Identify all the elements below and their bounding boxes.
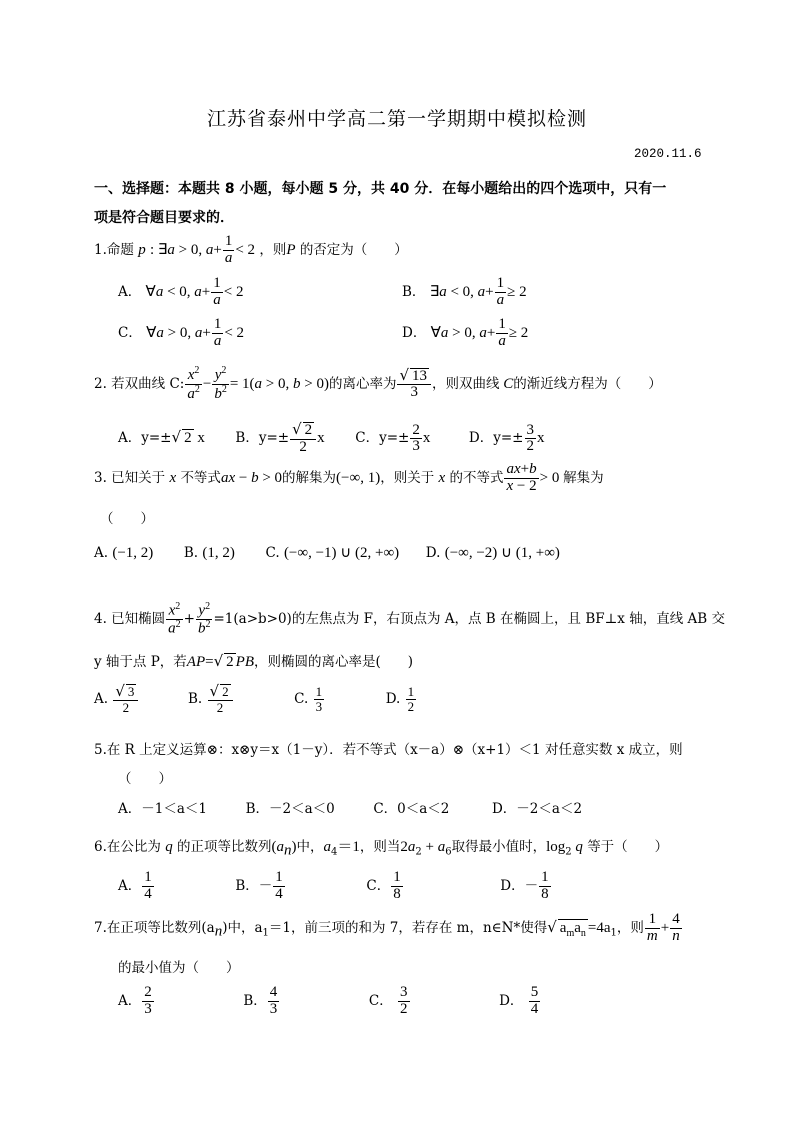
q4-option-c: C. $\frac{1}{3}$ [294, 684, 323, 714]
question-4-line2: y 轴于点 P，若AP=√ 2 PB，则椭圆的离心率是( ) [94, 652, 414, 670]
q5-option-c: C．0＜a＜2 [373, 801, 450, 817]
q2-option-a: A．y=±√ 2 x [118, 428, 205, 447]
q7-options [118, 985, 541, 1018]
page-title: 江苏省泰州中学高二第一学期期中模拟检测 [207, 108, 588, 130]
q5-option-b: B．－2＜a＜0 [245, 801, 335, 817]
section-header-line2: 项是符合题目要求的． [94, 210, 234, 226]
question-7-line2: 的最小值为（ ） [118, 960, 240, 976]
question-3-stem: 3. 已知关于 x 不等式ax − b > 0的解集为(−∞, 1)，则关于 x 的不等式 $\frac{ax+b}{x - 2}$ > 0 解集为 [94, 461, 604, 494]
q7-option-d: D． $\frac{5}{4}$ [499, 984, 539, 1017]
q6-options [118, 870, 552, 903]
question-7-stem: 7.在正项等比数列$(a_n)$中，$a_1=1$，前三项的和为 7，若存在 m，n∈N*使得√ $a_ma_n =4a_1$，则 $\frac{1}{m}$ + $\frac{4}{n}$ [94, 911, 680, 944]
q7-option-c: C． $\frac{3}{2}$ [368, 984, 408, 1017]
q4-option-b: B. $\frac{√ 2}{2}$ [188, 691, 234, 707]
q3-option-c: C. (−∞, −1) ∪ (2, +∞) [265, 545, 400, 561]
question-4-stem: 4. 已知椭圆 $\frac{x^2}{a^2}$ + $\frac{y^2}{b^2}$ =1(a>b>0)的左焦点为 F，右顶点为 A，点 B 在椭圆上，且 BF⊥x 轴，直线 AB 交 [94, 601, 725, 637]
q6-option-c: C． $\frac{1}{8}$ [366, 869, 401, 902]
q3-options [94, 543, 560, 562]
q4-option-a: A. $\frac{√ 3}{2}$ [94, 691, 139, 707]
q1-suffix: ，则 [259, 241, 287, 258]
q3-option-d: D. (−∞, −2) ∪ (1, +∞) [425, 545, 560, 561]
q5-option-d: D．－2＜a＜2 [491, 801, 583, 817]
question-5-stem: 5.在 R 上定义运算⊗：x⊗y＝x（1－y）．若不等式（x－a）⊗（x+1）＜1 对任意实数 x 成立，则 [94, 742, 683, 758]
question-5-blank: （ ） [118, 771, 172, 787]
section-header-line1: 一、选择题：本题共 8 小题，每小题 5 分，共 40 分．在每小题给出的四个选项中，只有一 [94, 181, 667, 197]
question-2-stem: 2. 若双曲线 C: $\frac{x^2}{a^2}$ − $\frac{y^2}{b^2}$ = 1(a > 0, b > 0)的离心率为 $\frac{√ 13}{3}$ ，则双曲线 C的渐近线方程为（ ） [94, 365, 662, 402]
q5-options [118, 797, 582, 817]
question-3-blank: （ ） [100, 511, 154, 527]
q6-option-d: D．－ $\frac{1}{8}$ [500, 869, 549, 902]
q6-option-a: A． $\frac{1}{4}$ [118, 869, 152, 902]
q1-option-a: A． ∀a < 0, a+ $\frac{1}{a}$ < 2 [118, 275, 244, 308]
q1-option-c: C． ∀a > 0, a+ $\frac{1}{a}$ < 2 [118, 316, 245, 349]
q1-prefix: 1.命题 [94, 241, 134, 258]
q4-option-d: D. $\frac{1}{2}$ [385, 684, 415, 714]
q1-option-b: B． ∃a < 0, a+ $\frac{1}{a}$ ≥ 2 [402, 275, 527, 308]
q7-option-b: B． $\frac{4}{3}$ [243, 984, 278, 1017]
q4-options [94, 684, 417, 714]
exam-date: 2020.11.6 [634, 147, 702, 161]
q2-option-c: C．y=± $\frac{2}{3}$ x [355, 421, 431, 455]
q2-option-d: D．y=± $\frac{3}{2}$ x [468, 421, 545, 455]
question-6-stem: 6.在公比为 q 的正项等比数列$(a_n)$中，$a_4=1$，则当$2a_2 + a_6$取得最小值时，$\log_2 q$ 等于（ ） [94, 839, 669, 859]
q2-options [118, 422, 545, 456]
q3-option-b: B. (1, 2) [183, 545, 235, 561]
q2-option-b: B．y=± $\frac{√ 2}{2}$ x [235, 420, 325, 455]
q6-option-b: B．－ $\frac{1}{4}$ [235, 869, 283, 902]
q7-option-a: A． $\frac{2}{3}$ [118, 984, 152, 1017]
q1-end: 的否定为（ ） [299, 241, 408, 258]
q5-option-a: A．－1＜a＜1 [118, 801, 207, 817]
q1-option-d: D． ∀a > 0, a+ $\frac{1}{a}$ ≥ 2 [402, 316, 529, 349]
q3-option-a: A. (−1, 2) [94, 545, 154, 561]
question-1-stem: 1.命题 p : ∃a > 0, a+ $\frac{1}{a}$ < 2 ，则P 的否定为（ ） [94, 233, 408, 266]
